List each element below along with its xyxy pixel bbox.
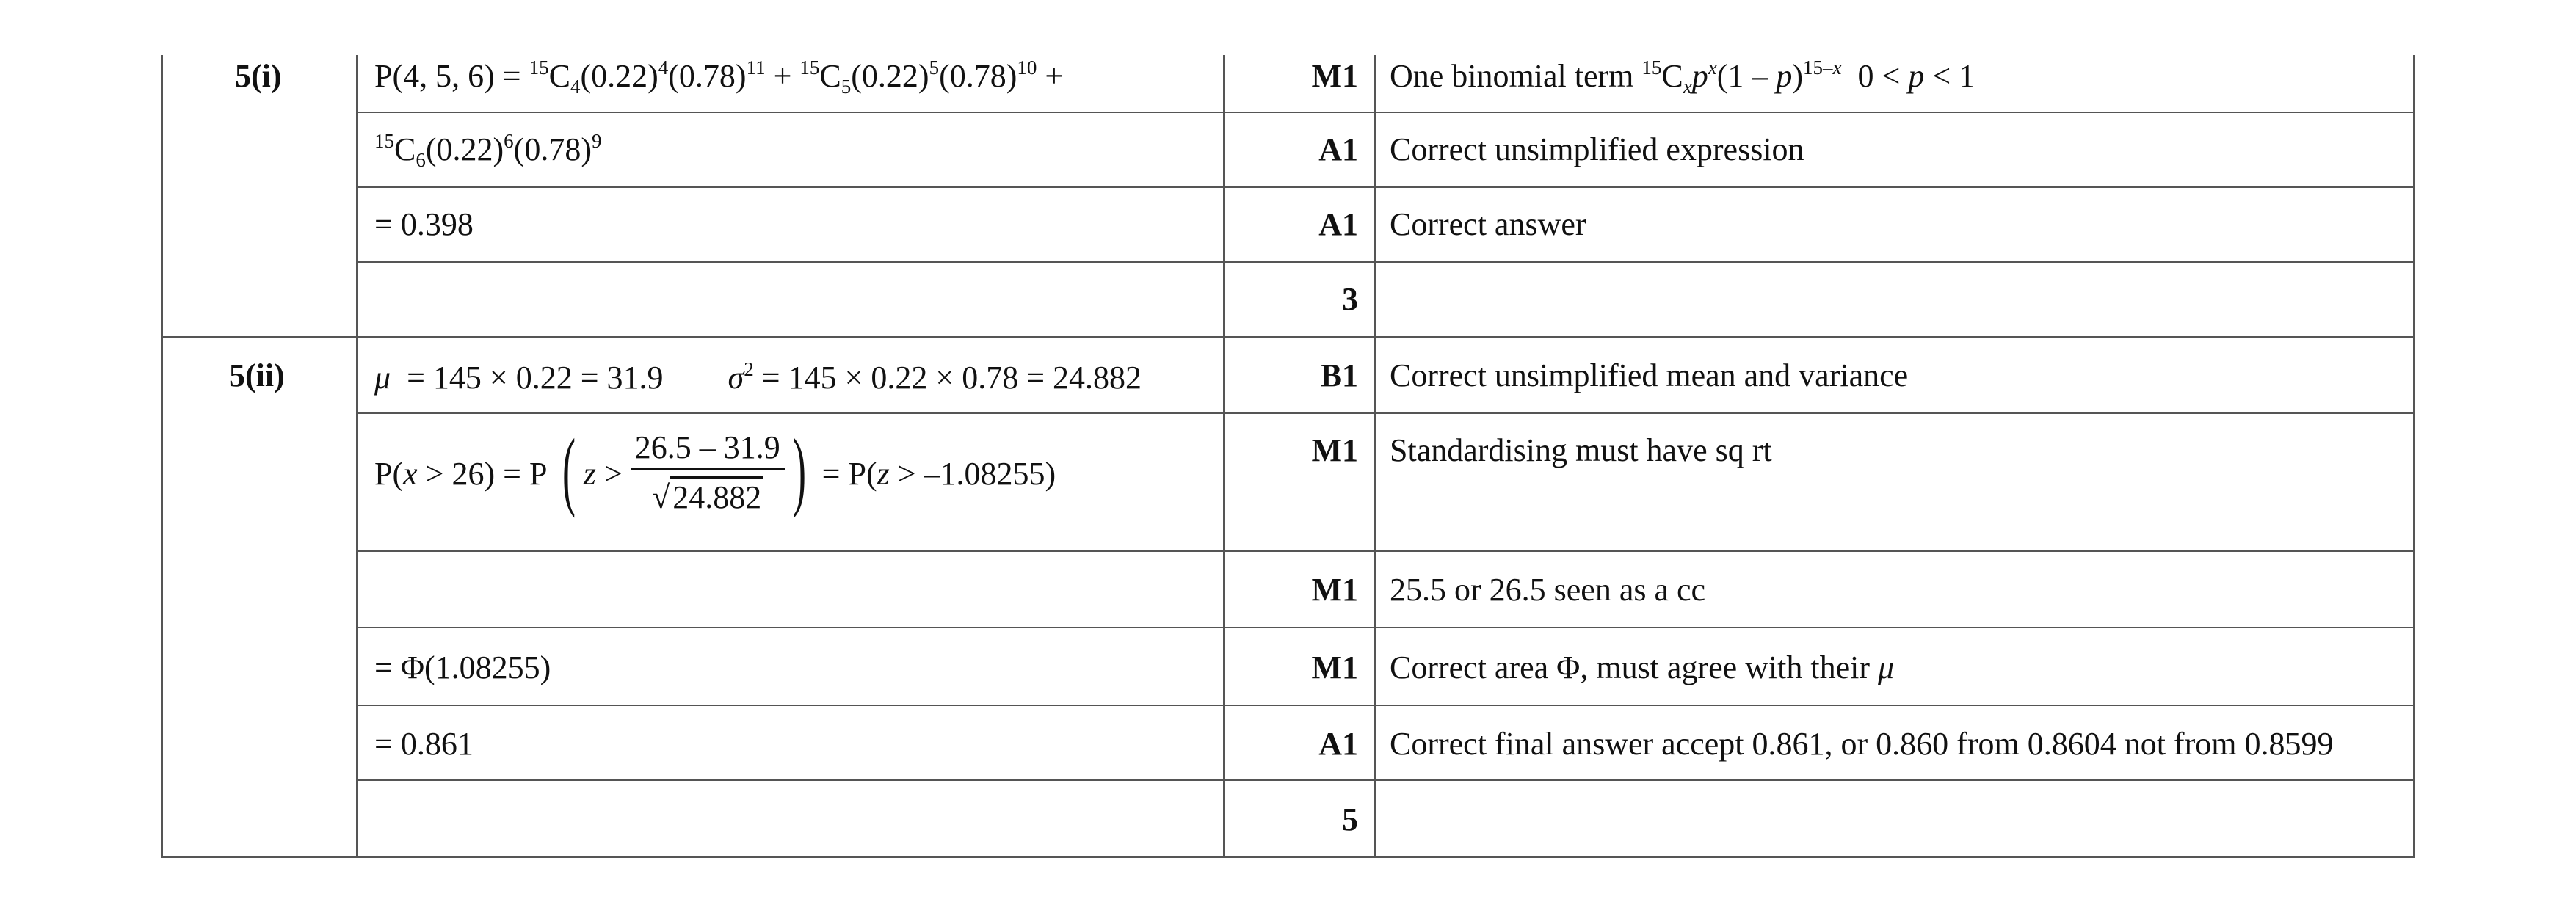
row-divider xyxy=(356,412,2415,414)
answer-mean-variance: μ = 145 × 0.22 = 31.9 $\sigma^2 = 145 \times 0.22 \times 0.78 = 24.882$ xyxy=(374,358,1142,396)
table-border-right xyxy=(2413,55,2415,857)
guidance-text: One binomial term $^{15}C_xp^x(1 - p)^{15-x}$ 0 < p < 1 xyxy=(1390,57,1975,98)
column-divider-question xyxy=(356,55,358,857)
row-divider xyxy=(356,627,2415,628)
mark-code: A1 xyxy=(1318,726,1358,762)
left-parenthesis: ( xyxy=(562,421,576,518)
mark-code: M1 xyxy=(1311,572,1358,608)
question-label: 5(ii) xyxy=(229,357,285,393)
guidance-text: 25.5 or 26.5 seen as a cc xyxy=(1390,572,1706,608)
question-label: 5(i) xyxy=(235,58,282,94)
guidance-text: Correct area Φ, must agree with their μ xyxy=(1390,650,1895,685)
guidance-text: Correct unsimplified expression xyxy=(1390,131,1804,167)
mark-code: A1 xyxy=(1318,131,1358,167)
answer-value: = 0.398 xyxy=(374,206,474,242)
mark-code: M1 xyxy=(1311,650,1358,685)
probability-condition: 0 < p < 1 xyxy=(1857,58,1975,94)
answer-value: = Φ(1.08255) xyxy=(374,650,551,685)
guidance-text: Correct final answer accept 0.861, or 0.860 from 0.8604 not from 0.8599 xyxy=(1390,726,2334,762)
total-marks: 5 xyxy=(1342,801,1358,837)
column-divider-marks xyxy=(1374,55,1376,857)
guidance-text: Correct unsimplified mean and variance xyxy=(1390,357,1909,393)
z-fraction: $\frac{26.5 - 31.9}{√24.882}$ xyxy=(631,432,785,514)
answer-standardisation: P(x > 26) = P ( z > $\frac{26.5 - 31.9}{√24.882}$ ) = P(z > –1.08255) xyxy=(374,421,1056,518)
row-divider xyxy=(356,261,2415,263)
mark-code: A1 xyxy=(1318,206,1358,242)
total-marks: 3 xyxy=(1342,281,1358,317)
guidance-text: Standardising must have sq rt xyxy=(1390,432,1772,468)
table-border-bottom xyxy=(161,856,2415,858)
row-divider xyxy=(356,779,2415,781)
guidance-label: One binomial term xyxy=(1390,58,1642,94)
mark-code: B1 xyxy=(1320,357,1358,393)
right-parenthesis: ) xyxy=(792,421,806,518)
section-divider xyxy=(161,336,2415,338)
mark-code: M1 xyxy=(1311,432,1358,468)
table-border-left xyxy=(161,55,163,857)
mark-code: M1 xyxy=(1311,58,1358,94)
answer-binomial-expression-line1: P(4, 5, $6) = ^{15}C_4(0.22)^4(0.78)^{11} + ^{15}C_5(0.22)^5(0.78)^{10}$ + xyxy=(374,57,1064,98)
guidance-text: Correct answer xyxy=(1390,206,1586,242)
answer-binomial-expression-line2: $^{15}C_6(0.22)^6(0.78)^9$ xyxy=(374,130,602,171)
answer-value: = 0.861 xyxy=(374,726,474,762)
row-divider xyxy=(356,112,2415,113)
row-divider xyxy=(356,705,2415,706)
row-divider xyxy=(356,550,2415,552)
column-divider-answer xyxy=(1223,55,1225,857)
row-divider xyxy=(356,186,2415,188)
